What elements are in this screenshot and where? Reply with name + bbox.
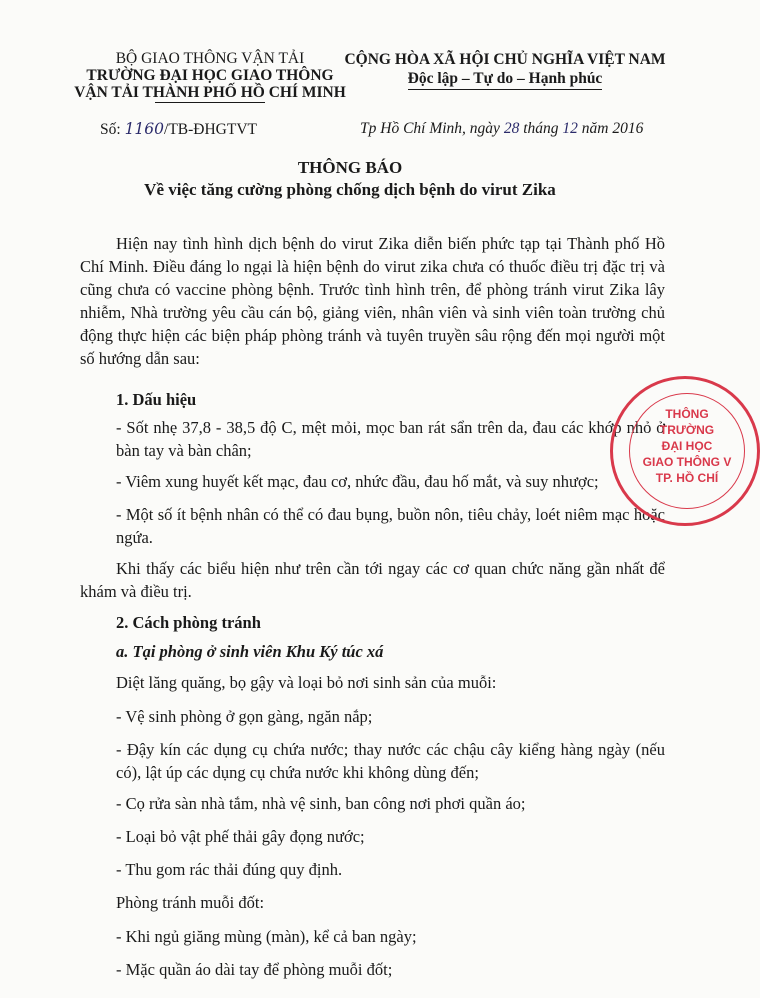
section-2a-heading: a. Tại phòng ở sinh viên Khu Ký túc xá [116, 642, 384, 661]
section-2a [80, 640, 665, 663]
prevention-item-2-block [80, 738, 665, 784]
intro-paragraph-block [80, 232, 665, 370]
reference-handwritten-number: 1160 [124, 120, 165, 138]
prevention-item: - Thu gom rác thải đúng quy định. [116, 860, 343, 879]
symptom-note: Khi thấy các biểu hiện như trên cần tới ngay các cơ quan chức năng gần nhất để khám và điều trị. [80, 559, 665, 601]
date-prefix: Tp Hồ Chí Minh, ngày [360, 120, 500, 137]
prevention-item: - Vệ sinh phòng ở gọn gàng, ngăn nắp; [116, 707, 373, 726]
date-month: 12 [562, 120, 578, 137]
issuer-header [60, 50, 360, 103]
symptom-item-3-block [80, 503, 665, 549]
seal-text: THÔNG [665, 407, 709, 421]
prevention-item-3-block [80, 792, 665, 815]
lead-1-block [80, 671, 665, 694]
section-2-heading: 2. Cách phòng tránh [116, 613, 261, 632]
prevention-item: - Cọ rửa sàn nhà tắm, nhà vệ sinh, ban công nơi phơi quần áo; [116, 794, 526, 813]
symptom-item-1-block [80, 416, 665, 462]
date-year: năm 2016 [581, 120, 644, 137]
prevention-item: - Loại bỏ vật phế thải gây đọng nước; [116, 827, 365, 846]
date-month-label: tháng [523, 120, 559, 137]
school-name-line2: VẬN TẢI THÀNH PHỐ HỒ CHÍ MINH [74, 84, 346, 101]
bite-item-1-block [80, 925, 665, 948]
title-type: THÔNG BÁO [297, 158, 403, 177]
reference-prefix: Số: [100, 121, 121, 138]
header-rule [155, 102, 265, 103]
bite-prevention-item: - Khi ngủ giăng mùng (màn), kể cả ban ngày; [116, 927, 417, 946]
seal-text: TRƯỜNG [659, 423, 715, 437]
seal-text: ĐẠI HỌC [661, 439, 713, 453]
section-1 [80, 388, 665, 411]
reference-number [100, 120, 257, 139]
prevention-item-1-block [80, 705, 665, 728]
symptom-note-block [80, 557, 665, 603]
national-header [340, 50, 670, 90]
seal-text: GIAO THÔNG V [642, 455, 732, 469]
seal-inner-ring [629, 393, 745, 509]
prevention-item-4-block [80, 825, 665, 848]
lead-2-block [80, 891, 665, 914]
date-day: 28 [503, 120, 520, 137]
prevention-lead: Phòng tránh muỗi đốt: [116, 893, 265, 912]
prevention-item-5-block [80, 858, 665, 881]
symptom-item: - Viêm xung huyết kết mạc, đau cơ, nhức đầu, đau hố mắt, và suy nhược; [116, 472, 599, 491]
prevention-item: - Đậy kín các dụng cụ chứa nước; thay nước các chậu cây kiểng hàng ngày (nếu có), lật úp các dụng cụ chứa nước khi không dùng đến; [116, 740, 665, 782]
issue-date [360, 120, 643, 138]
reference-suffix: /TB-ĐHGTVT [164, 121, 258, 138]
bite-prevention-item: - Mặc quần áo dài tay để phòng muỗi đốt; [116, 960, 393, 979]
symptom-item: - Sốt nhẹ 37,8 - 38,5 độ C, mệt mỏi, mọc ban rát sẩn trên da, đau các khớp nhỏ ở bàn tay và bàn chân; [116, 418, 665, 460]
section-2 [80, 611, 665, 634]
symptom-item: - Một số ít bệnh nhân có thể có đau bụng, buồn nôn, tiêu chảy, loét niêm mạc hoặc ngứa. [116, 505, 665, 547]
bite-item-2-block [80, 958, 665, 981]
official-seal [610, 376, 760, 526]
national-motto: Độc lập – Tự do – Hạnh phúc [408, 69, 603, 90]
seal-text: TP. HỒ CHÍ [655, 471, 719, 485]
document-title [0, 157, 700, 201]
nation-name: CỘNG HÒA XÃ HỘI CHỦ NGHĨA VIỆT NAM [344, 51, 666, 68]
school-name-line1: TRƯỜNG ĐẠI HỌC GIAO THÔNG [86, 67, 334, 84]
prevention-lead: Diệt lăng quăng, bọ gậy và loại bỏ nơi sinh sản của muỗi: [116, 673, 497, 692]
intro-paragraph: Hiện nay tình hình dịch bệnh do virut Zika diễn biến phức tạp tại Thành phố Hồ Chí Minh. Điều đáng lo ngại là hiện bệnh do virut zika chưa có thuốc điều trị đặc trị và cũng chưa có vaccine phòng bệnh. Trước tình hình trên, để phòng tránh virut Zika lây nhiễm, Nhà trường yêu cầu cán bộ, giảng viên, nhân viên và sinh viên toàn trường chủ động thực hiện các biện pháp phòng tránh và tuyên truyền sâu rộng đến mọi người một số hướng dẫn sau: [80, 234, 665, 368]
ministry-name: BỘ GIAO THÔNG VẬN TẢI [115, 50, 305, 67]
symptom-item-2-block [80, 470, 665, 493]
section-1-heading: 1. Dấu hiệu [116, 390, 197, 409]
title-subject: Về việc tăng cường phòng chống dịch bệnh do virut Zika [144, 180, 556, 199]
